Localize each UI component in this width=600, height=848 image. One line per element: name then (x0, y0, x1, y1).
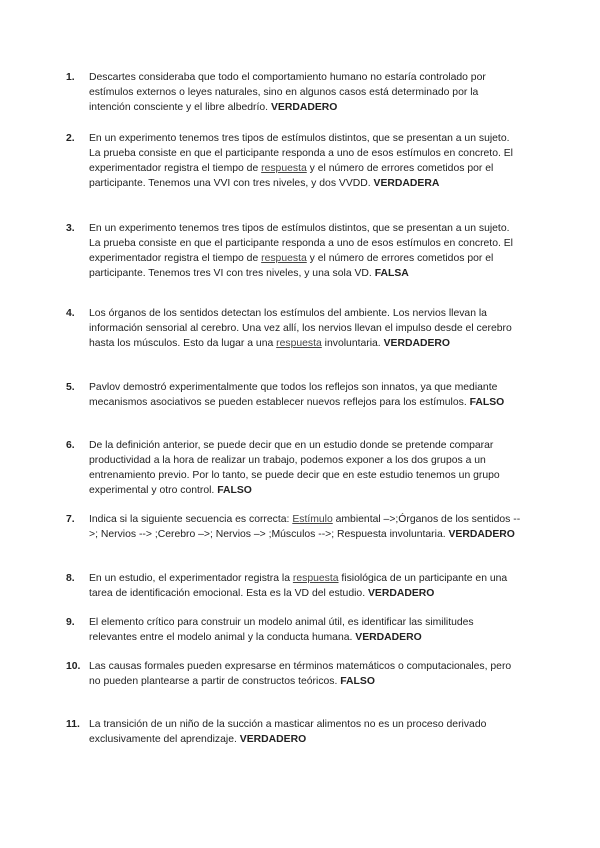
list-item (66, 70, 521, 115)
answer-label: VERDADERO (355, 632, 422, 643)
statement-text: Descartes consideraba que todo el comportamiento humano no estaría controlado por estímulos externos o leyes naturales, sino en algunos casos está determinado por la intención consciente y el libre albedrío. (89, 72, 486, 113)
item-number: 2. (66, 133, 75, 144)
item-number: 9. (66, 617, 75, 628)
item-number: 6. (66, 440, 75, 451)
statement-text: De la definición anterior, se puede decir que en un estudio donde se pretende comparar productividad a la hora de realizar un trabajo, podemos exponer a los dos grupos a un entrenamiento previo. Por lo tanto, se puede decir que en este estudio tenemos un grupo experimental y otro control. (89, 440, 500, 496)
statement-text: La transición de un niño de la succión a masticar alimentos no es un proceso derivado exclusivamente del aprendizaje. (89, 719, 487, 745)
statement-text: El elemento crítico para construir un modelo animal útil, es identificar las similitudes relevantes entre el modelo animal y la conducta humana. (89, 617, 474, 643)
statement-text: En un experimento tenemos tres tipos de estímulos distintos, que se presentan a un sujeto. La prueba consiste en que el participante responda a uno de esos estímulos en concreto. El experimentador registra el tiempo de (89, 133, 513, 174)
list-item (66, 131, 521, 191)
statement-text: Las causas formales pueden expresarse en términos matemáticos o computacionales, pero no pueden plantearse a partir de constructos teóricos. (89, 661, 512, 687)
answer-label: FALSA (374, 268, 409, 279)
term-link[interactable]: Estímulo (292, 514, 333, 525)
statement-text: y el número de errores cometidos por el participante. Tenemos tres VI con tres niveles, y una sola VD. (89, 253, 494, 279)
statement-text: y el número de errores cometidos por el participante. Tenemos una VVI con tres niveles, y dos VVDD. (89, 163, 494, 189)
list-item (66, 659, 521, 689)
answer-label: VERDADERO (239, 734, 307, 745)
item-number: 4. (66, 308, 75, 319)
item-number: 1. (66, 72, 75, 83)
list-item (66, 615, 521, 645)
list-item (66, 306, 521, 351)
statement-text: Indica si la siguiente secuencia es correcta: (89, 514, 293, 525)
statement-text: En un experimento tenemos tres tipos de estímulos distintos, que se presentan a un sujeto. La prueba consiste en que el participante responda a uno de esos estímulos en concreto. El experimentador registra el tiempo de (89, 223, 513, 264)
term-link[interactable]: respuesta (292, 573, 339, 584)
statement-text: Los órganos de los sentidos detectan los estímulos del ambiente. Los nervios llevan la información sensorial al cerebro. Una vez allí, los nervios llevan el impulso desde el cerebro hasta los músculos. Esto da lugar a una (89, 308, 512, 349)
term-link[interactable]: respuesta (276, 338, 322, 349)
item-number: 7. (66, 514, 75, 525)
term-link[interactable]: respuesta (261, 163, 307, 174)
list-item (66, 221, 521, 281)
term-link[interactable]: respuesta (261, 253, 307, 264)
list-item (66, 571, 521, 601)
answer-label: FALSO (217, 485, 252, 496)
list-item (66, 717, 521, 747)
statement-text: involuntaria. (321, 338, 384, 349)
list-item (66, 380, 521, 410)
list-item (66, 512, 521, 542)
item-number: 8. (66, 573, 75, 584)
list-item (66, 438, 521, 498)
statement-text: En un estudio, el experimentador registra la (89, 573, 293, 584)
answer-label: VERDADERO (383, 338, 450, 349)
answer-label: VERDADERO (367, 588, 435, 599)
statement-text: fisiológica de un participante en una tarea de identificación emocional. Esta es la VD del estudio. (89, 573, 508, 599)
answer-label: FALSO (469, 397, 505, 408)
item-number: 3. (66, 223, 75, 234)
answer-label: FALSO (340, 676, 375, 687)
item-number: 10. (66, 661, 81, 672)
answer-label: VERDADERA (373, 178, 440, 189)
item-number: 11. (66, 719, 80, 730)
item-number: 5. (66, 382, 75, 393)
answer-label: VERDADERO (270, 102, 338, 113)
answer-label: VERDADERO (448, 529, 515, 540)
statement-text: Pavlov demostró experimentalmente que todos los reflejos son innatos, ya que mediante mecanismos asociativos se pueden establecer nuevos reflejos para los estímulos. (89, 382, 498, 408)
statement-text: ambiental –>;Órganos de los sentidos -->; Nervios --> ;Cerebro –>; Nervios –> ;Músculos -->; Respuesta involuntaria. (89, 514, 521, 540)
